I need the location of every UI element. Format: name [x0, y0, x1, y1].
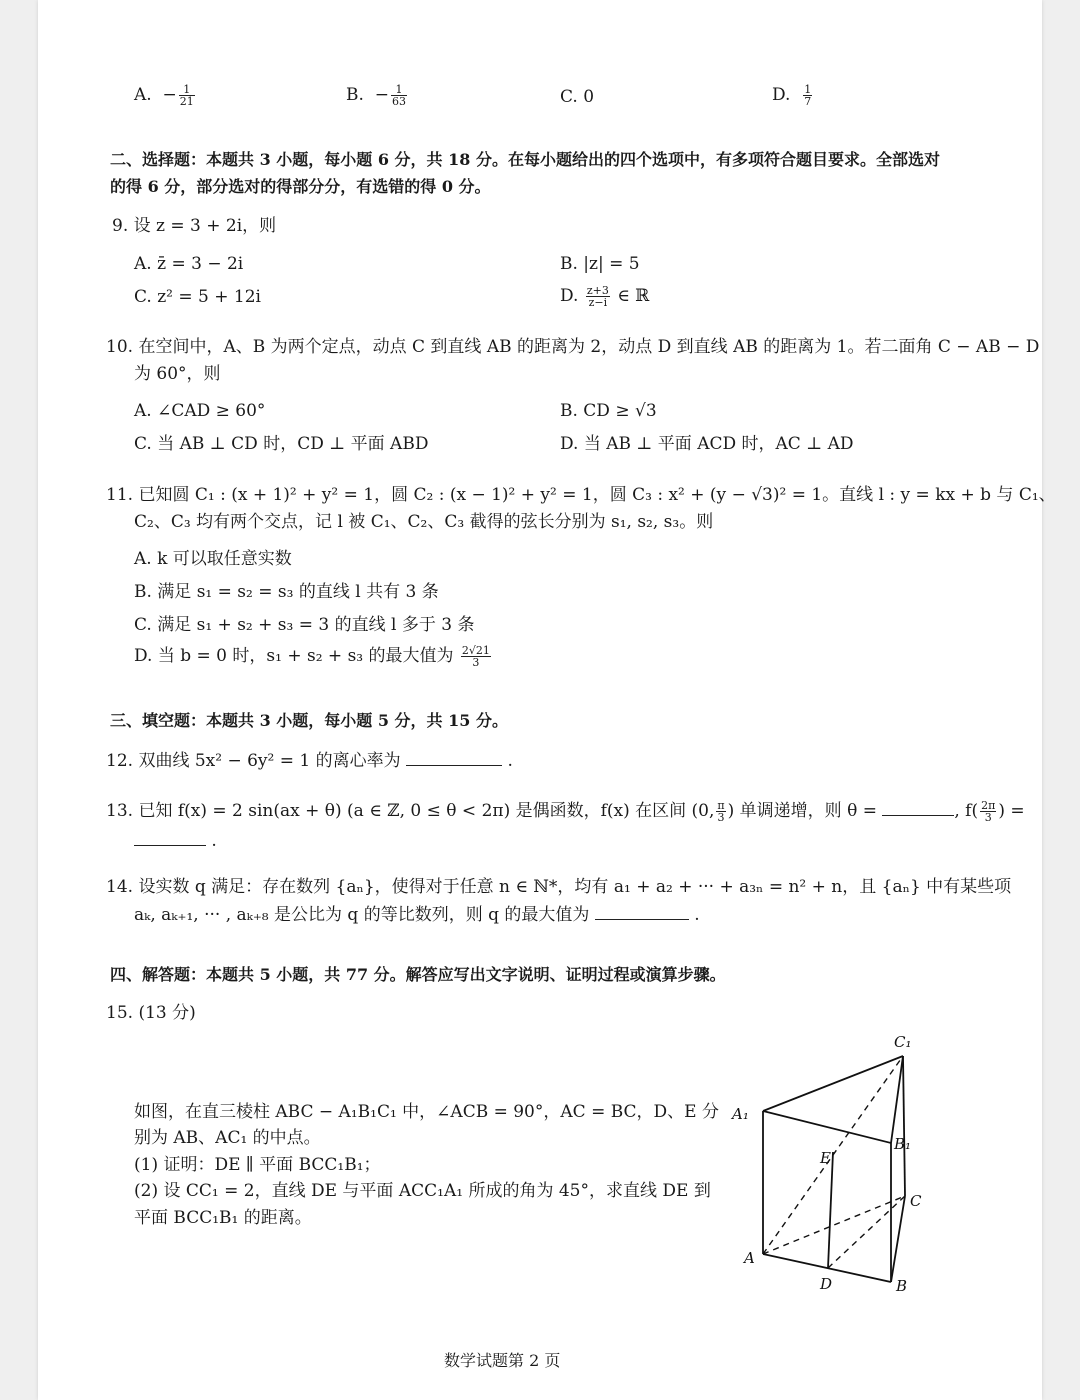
edge-c1-b1 — [891, 1056, 903, 1143]
q9-option-a: A. z̄ = 3 − 2i — [134, 254, 244, 274]
segment-d-e — [828, 1152, 833, 1268]
q8-option-c: C. 0 — [560, 87, 595, 107]
edge-c1-c — [903, 1056, 905, 1196]
q10-option-d: D. 当 AB ⊥ 平面 ACD 时，AC ⊥ AD — [560, 434, 854, 454]
q15-text-line5: 平面 BCC₁B₁ 的距离。 — [134, 1208, 312, 1228]
label-a1: A₁ — [732, 1105, 749, 1123]
prism-figure — [718, 1025, 948, 1305]
section-4-heading: 四、解答题：本题共 5 小题，共 77 分。解答应写出文字说明、证明过程或演算步骤。 — [110, 965, 726, 984]
q11-stem-line2: C₂、C₃ 均有两个交点，记 l 被 C₁、C₂、C₃ 截得的弦长分别为 s₁, s₂, s₃。则 — [134, 512, 714, 532]
q10-option-a: A. ∠CAD ≥ 60° — [134, 401, 266, 421]
label-a: A — [744, 1249, 755, 1267]
label-c1: C₁ — [894, 1033, 912, 1051]
label-c: C — [910, 1192, 922, 1210]
section-2-heading-line2: 的得 6 分，部分选对的得部分分，有选错的得 0 分。 — [110, 177, 491, 196]
q10-option-b: B. CD ≥ √3 — [560, 401, 657, 421]
dashed-d-c — [828, 1196, 905, 1268]
q13-theta-blank[interactable] — [882, 801, 954, 816]
q15-heading: 15. (13 分) — [106, 1003, 196, 1023]
edge-a1-c1 — [763, 1056, 903, 1111]
section-2-heading-line1: 二、选择题：本题共 3 小题，每小题 6 分，共 18 分。在每小题给出的四个选项中，有多项符合题目要求。全部选对 — [110, 150, 940, 169]
q12: 12. 双曲线 5x² − 6y² = 1 的离心率为 . — [106, 751, 513, 771]
q11-option-c: C. 满足 s₁ + s₂ + s₃ = 3 的直线 l 多于 3 条 — [134, 615, 475, 635]
q10-stem-line1: 10. 在空间中，A、B 为两个定点，动点 C 到直线 AB 的距离为 2，动点 D 到直线 AB 的距离为 1。若二面角 C − AB − D — [106, 337, 1040, 357]
q9-option-c: C. z² = 5 + 12i — [134, 287, 261, 307]
exam-page — [38, 0, 1056, 1400]
q13-line2: . — [134, 830, 217, 852]
q15-text-line1: 如图，在直三棱柱 ABC − A₁B₁C₁ 中，∠ACB = 90°，AC = BC，D、E 分 — [134, 1102, 719, 1122]
q9-stem: 9. 设 z = 3 + 2i，则 — [112, 216, 277, 236]
q13-value-blank[interactable] — [134, 831, 206, 846]
edge-b-c — [891, 1196, 905, 1282]
q15-text-line3: (1) 证明：DE ∥ 平面 BCC₁B₁； — [134, 1155, 381, 1175]
q8-option-d: D. $\frac{1}{7}$ — [772, 83, 812, 108]
q15-text-line2: 别为 AB、AC₁ 的中点。 — [134, 1128, 321, 1148]
label-b1: B₁ — [894, 1135, 912, 1153]
q11-option-d: D. 当 b = 0 时，s₁ + s₂ + s₃ 的最大值为 $\frac{2√21}{3}$ — [134, 644, 490, 669]
dashed-a-c1 — [763, 1056, 903, 1254]
q12-answer-blank[interactable] — [406, 751, 502, 766]
edge-a1-b1 — [763, 1111, 891, 1143]
q14-line1: 14. 设实数 q 满足：存在数列 {aₙ}，使得对于任意 n ∈ ℕ*，均有 a₁ + a₂ + ··· + a₃ₙ = n² + n，且 {aₙ} 中有某些项 — [106, 877, 1012, 897]
q13-line1: 13. 已知 f(x) = 2 sin(ax + θ) (a ∈ ℤ, 0 ≤ θ < 2π) 是偶函数，f(x) 在区间 (0, $\frac{\pi}{3}$ ) 单调递增，则 θ = , f( $\frac{2\pi}{3}$ ) = — [106, 799, 1025, 824]
q11-stem-line1: 11. 已知圆 C₁ : (x + 1)² + y² = 1，圆 C₂ : (x − 1)² + y² = 1，圆 C₃ : x² + (y − √3)² = 1。直线 l : y = kx + b 与 C₁、 — [106, 485, 1056, 505]
q11-option-a: A. k 可以取任意实数 — [134, 549, 292, 569]
q10-option-c: C. 当 AB ⊥ CD 时，CD ⊥ 平面 ABD — [134, 434, 429, 454]
label-b: B — [896, 1277, 908, 1295]
label-d: D — [820, 1275, 833, 1293]
q15-text-line4: (2) 设 CC₁ = 2，直线 DE 与平面 ACC₁A₁ 所成的角为 45°，求直线 DE 到 — [134, 1181, 711, 1201]
label-e: E — [820, 1149, 831, 1167]
section-3-heading: 三、填空题：本题共 3 小题，每小题 5 分，共 15 分。 — [110, 711, 508, 730]
q14-line2: aₖ, aₖ₊₁, ··· , aₖ₊₈ 是公比为 q 的等比数列，则 q 的最大值为 . — [134, 905, 700, 925]
page-footer: 数学试题第 2 页 — [444, 1351, 561, 1370]
q14-answer-blank[interactable] — [595, 905, 689, 920]
q8-option-a: A. − $\frac{1}{21}$ — [134, 83, 194, 108]
q9-option-d: D. $\frac{z+3}{z-i}$ ∈ ℝ — [560, 284, 650, 309]
q10-stem-line2: 为 60°，则 — [134, 364, 221, 384]
q9-option-b: B. |z| = 5 — [560, 254, 640, 274]
q11-option-b: B. 满足 s₁ = s₂ = s₃ 的直线 l 共有 3 条 — [134, 582, 439, 602]
q8-option-b: B. − $\frac{1}{63}$ — [346, 83, 406, 108]
